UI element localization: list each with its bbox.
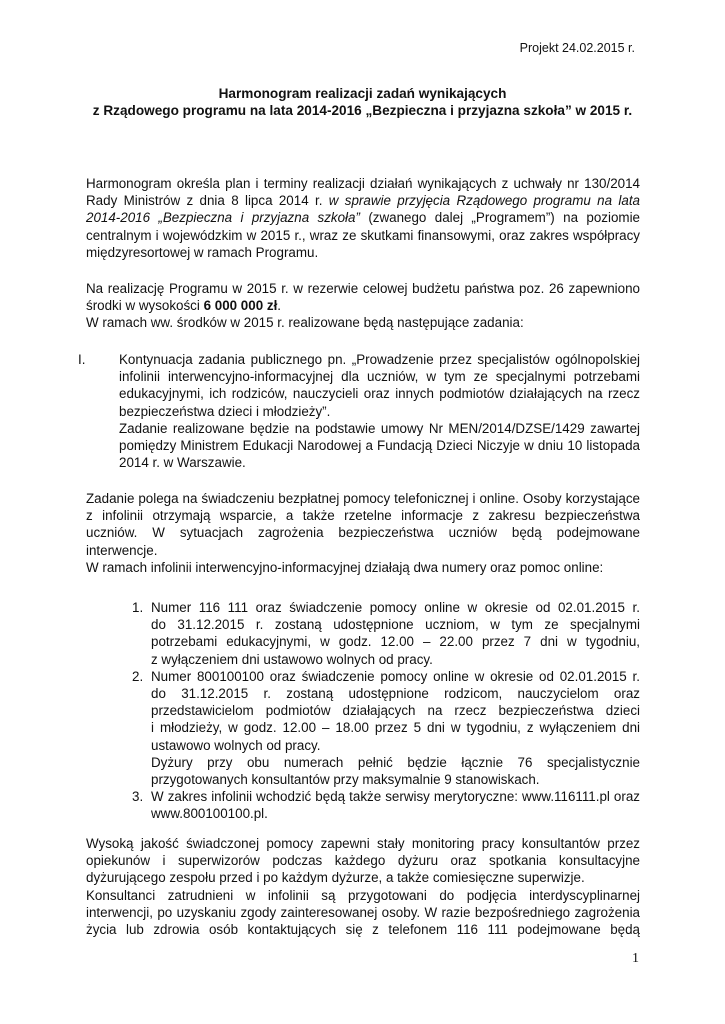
helpline-numbers-list [132,599,640,823]
text-line: przedstawicielom podmiotów działających na rzecz bezpieczeństwa dzieci [151,703,640,719]
text-line: W zakres infolinii wchodzić będą także serwisy merytoryczne: www.116111.pl oraz [151,789,640,805]
text-line: Zadanie realizowane będzie na podstawie umowy Nr MEN/2014/DZSE/1429 zawartej [119,420,640,436]
draft-date-note: Projekt 24.02.2015 r. [519,41,635,55]
list-item [132,788,640,822]
list-item-number: 2. [132,668,144,684]
title-line-2: z Rządowego programu na lata 2014-2016 „Bezpieczna i przyjazna szkoła” w 2015 r. [92,103,633,118]
list-item [132,668,640,788]
page-number: 1 [632,951,639,966]
text-line: ustawowo wolnych od pracy. [151,737,321,753]
text-line: uczniów. W sytuacjach zagrożenia bezpieczeństwa uczniów będą podejmowane [86,525,640,541]
text-line: dyżurującego zespołu przed i po każdym dyżurze, a także comiesięczne superwizje. [86,870,585,886]
task-1-description [119,351,640,471]
text-line: bezpieczeństwa dzieci i młodzieży”. [119,403,331,419]
text-line: Zadanie polega na świadczeniu bezpłatnej pomocy telefonicznej i online. Osoby korzystające [86,491,640,506]
text-line: opiekunów i superwizorów podczas każdego dyżuru oraz spotkania konsultacyjne [86,853,640,869]
text-line: i młodzieży, w godz. 12.00 – 18.00 przez 5 dni w tygodniu, z wyłączeniem dni [151,720,640,736]
text-line: potrzebami edukacyjnymi, w godz. 12.00 – 22.00 przez 7 dni w tygodniu, [151,634,640,650]
list-item-number: 1. [132,600,144,615]
text-line: Rady Ministrów z dnia 8 lipca 2014 r. w sprawie przyjęcia Rządowego programu na lata [86,193,641,209]
task-description-paragraph [86,490,640,576]
text-line: Kontynuacja zadania publicznego pn. „Prowadzenie przez specjalistów ogólnopolskiej [119,352,640,367]
text-line: przygotowanych konsultantów przy maksymalnie 9 stanowiskach. [151,772,540,788]
text-line: interwencji, po uzyskaniu zgody zainteresowanej osoby. W razie bezpośredniego zagrożenia [86,904,640,920]
text-line: infolinii interwencyjno-informacyjnej dla uczniów, w tym ze specjalnymi potrzebami [119,369,640,385]
text-line: do 31.12.2015 r. zostaną udostępnione rodzicom, nauczycielom oraz [151,686,640,702]
text-line: życia lub zdrowia osób kontaktujących się z telefonem 116 111 podejmowane będą [86,922,640,938]
text-line: 2014 r. w Warszawie. [119,455,246,471]
text-line: 2014-2016 „Bezpieczna i przyjazna szkoła” (zwanego dalej „Programem”) na poziomie [86,210,640,226]
text-line: W ramach infolinii interwencyjno-informacyjnej działają dwa numery oraz pomoc online: [86,559,604,575]
funding-paragraph [86,280,640,332]
text-line: Dyżury przy obu numerach pełnić będzie łącznie 76 specjalistycznie [151,754,640,770]
text-line: centralnym i wojewódzkim w 2015 r., wraz ze skutkami finansowymi, oraz zakres współpracy [86,227,640,243]
text-line: z infolinii otrzymają wsparcie, a także rzetelne informacje z zakresu bezpieczeństwa [86,508,640,524]
text-line: Numer 116 111 oraz świadczenie pomocy online w okresie od 02.01.2015 r. [151,600,640,615]
text-line: Wysoką jakość świadczonej pomocy zapewni stały monitoring pracy konsultantów przez [86,836,640,851]
text-line: międzyresortowej w ramach Programu. [86,244,319,260]
text-line: z wyłączeniem dni ustawowo wolnych od pracy. [151,651,433,667]
text-line: interwencje. [86,542,158,558]
text-line: W ramach ww. środków w 2015 r. realizowane będą następujące zadania: [86,315,524,331]
text-line: do 31.12.2015 r. zostaną udostępnione uczniom, w tym ze specjalnymi [151,617,640,633]
text-line: Konsultanci zatrudnieni w infolinii są przygotowani do podjęcia interdyscyplinarnej [86,887,640,903]
text-line: www.800100100.pl. [151,806,268,822]
funding-amount: 6 000 000 zł [203,298,278,314]
document-title [80,85,645,119]
list-item [132,599,640,668]
task-number: I. [78,352,86,367]
text-line: Numer 800100100 oraz świadczenie pomocy online w okresie od 02.01.2015 r. [151,668,640,684]
text-line: edukacyjnymi, ich rodziców, nauczycieli oraz innych podmiotów działających na rzecz [119,386,640,402]
text-line: pomiędzy Ministrem Edukacji Narodowej a Fundacją Dzieci Niczyje w dniu 10 listopada [119,438,640,454]
text-line: Na realizację Programu w 2015 r. w rezerwie celowej budżetu państwa poz. 26 zapewniono [86,281,640,296]
text-line: Harmonogram określa plan i terminy realizacji działań wynikających z uchwały nr 130/2014 [86,176,640,191]
title-line-1: Harmonogram realizacji zadań wynikających [218,86,507,101]
intro-paragraph [86,175,640,261]
quality-paragraph [86,835,640,938]
text-line: środki w wysokości 6 000 000 zł. [86,298,282,314]
list-item-number: 3. [132,789,144,805]
